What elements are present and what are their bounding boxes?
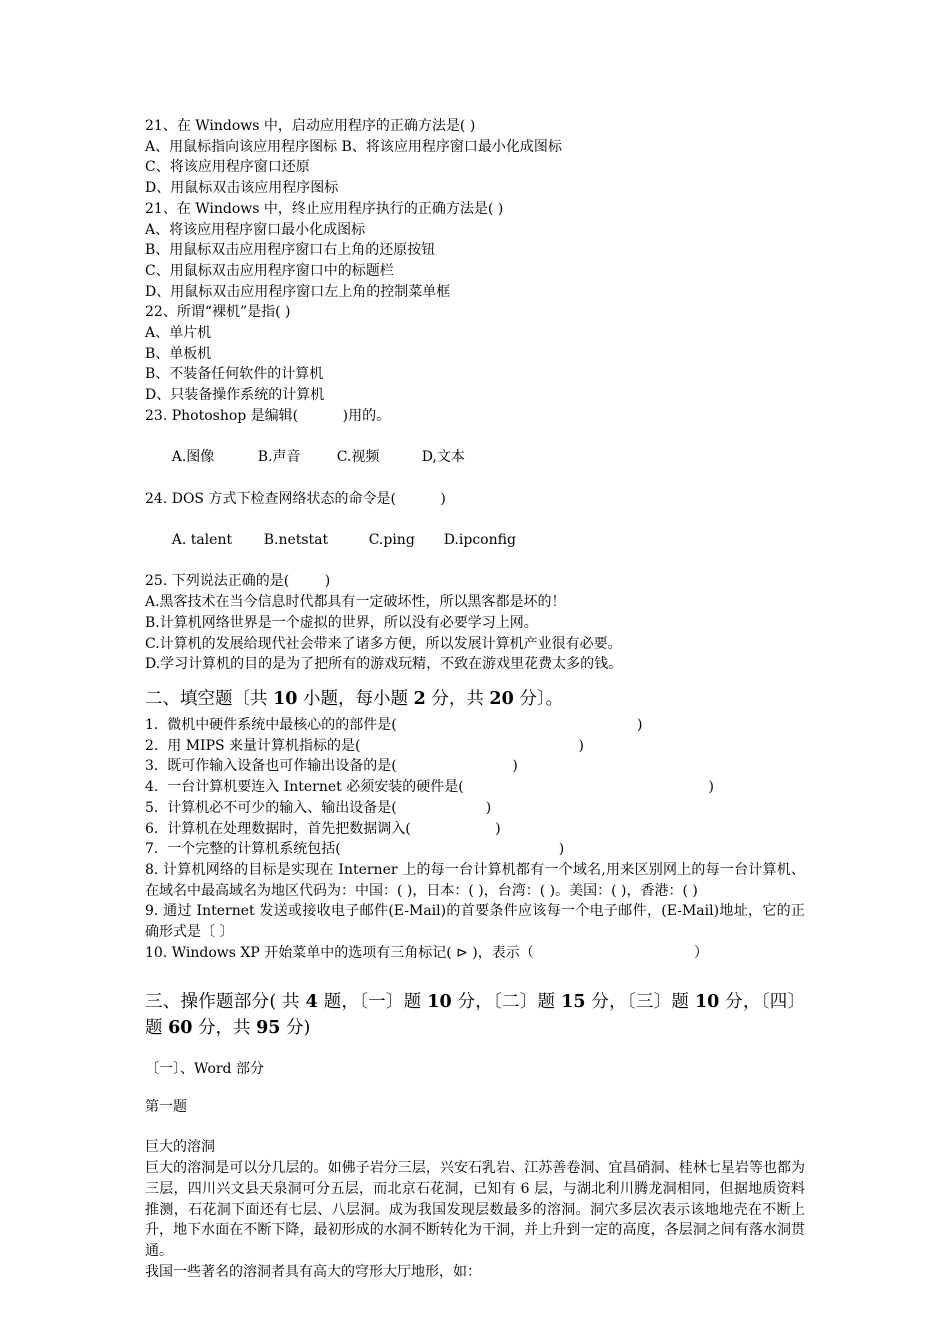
q24-options <box>145 509 805 571</box>
section-heading-operation: 三、操作题部分( 共 4 题，〔一〕题 10 分，〔二〕题 15 分，〔三〕题 10 分，〔四〕题 60 分，共 95 分) <box>145 992 805 1039</box>
fill-question: 1. 微机中硬件系统中最核心的的部件是( ) <box>145 716 643 733</box>
option-c: C.ping <box>368 532 415 549</box>
option-b: B.声音 <box>257 449 301 466</box>
article-paragraph: 巨大的溶洞是可以分几层的。如佛子岩分三层，兴安石乳岩、江苏善卷洞、宜昌硝洞、桂林七星岩等也都为三层，四川兴文县天泉洞可分五层，而北京石花洞，已知有 6 层，与湖北利川腾龙洞相同，但据地质资料推测，石花洞下面还有七层、八层洞。成为我国发现层数最多的溶洞。洞穴多层次表示该地地壳在不断上升，地下水面在不断下降，最初形成的水洞不断转化为干洞，并上升到一定的高度，各层洞之间有落水洞贯通。 <box>145 1160 805 1259</box>
fill-question: 5. 计算机必不可少的输入、输出设备是( ) <box>145 799 492 816</box>
fill-question: 4. 一台计算机要连入 Internet 必须安装的硬件是( ) <box>145 779 714 796</box>
option-a: A. talent <box>171 532 233 549</box>
fill-question: 3. 既可作输入设备也可作输出设备的是( ) <box>145 758 518 775</box>
option-line: A、单片机 <box>145 325 212 342</box>
fill-question: 10. Windows XP 开始菜单中的选项有三角标记( ⊳ )，表示（ ） <box>145 944 708 961</box>
word-part-heading: 〔一〕、Word 部分 <box>145 1061 264 1078</box>
option-line: C、将该应用程序窗口还原 <box>145 159 310 176</box>
article-paragraph: 我国一些著名的溶洞者具有高大的穹形大厅地形，如： <box>145 1263 481 1280</box>
fill-question: 7. 一个完整的计算机系统包括( ) <box>145 841 565 858</box>
question-line: 23. Photoshop 是编辑( )用的。 <box>145 407 391 424</box>
question-line: 25. 下列说法正确的是( ) <box>145 573 331 590</box>
option-a: A.图像 <box>171 449 215 466</box>
option-line: A、用鼠标指向该应用程序图标 B、将该应用程序窗口最小化成图标 <box>145 138 562 155</box>
question-line: 24. DOS 方式下检查网络状态的命令是( ) <box>145 490 446 507</box>
option-line: B.计算机网络世界是一个虚拟的世界，所以没有必要学习上网。 <box>145 614 538 631</box>
question-line: 21、在 Windows 中，启动应用程序的正确方法是( ) <box>145 118 476 134</box>
section-heading-fill-in: 二、填空题〔共 10 小题，每小题 2 分，共 20 分〕。 <box>145 688 564 709</box>
option-line: B、不装备任何软件的计算机 <box>145 366 324 383</box>
fill-question: 8. 计算机网络的目标是实现在 Interner 上的每一台计算机都有一个域名,用来区别网上的每一台计算机、在域名中最高域名为地区代码为：中国：( )，日本：( )，台湾：( )。美国：( )，香港：( ) <box>145 861 805 899</box>
option-line: D、用鼠标双击该应用程序图标 <box>145 180 339 197</box>
option-line: C.计算机的发展给现代社会带来了诸多方便，所以发展计算机产业很有必要。 <box>145 635 622 652</box>
fill-question: 2. 用 MIPS 来量计算机指标的是( ) <box>145 737 585 754</box>
fill-question: 6. 计算机在处理数据时，首先把数据调入( ) <box>145 820 501 837</box>
question-line: 21、在 Windows 中，终止应用程序执行的正确方法是( ) <box>145 200 504 217</box>
option-c: C.视频 <box>336 449 380 466</box>
option-line: C、用鼠标双击应用程序窗口中的标题栏 <box>145 262 394 279</box>
option-b: B.netstat <box>263 532 329 549</box>
question-line: 22、所谓“裸机”是指( ) <box>145 304 291 321</box>
option-line: A、将该应用程序窗口最小化成图标 <box>145 221 366 238</box>
option-line: D、只装备操作系统的计算机 <box>145 387 325 404</box>
article-title: 巨大的溶洞 <box>145 1139 215 1156</box>
fill-question: 9. 通过 Internet 发送或接收电子邮件(E-Mail)的首要条件应该每一个电子邮件，(E-Mail)地址，它的正确形式是〔 〕 <box>145 903 805 941</box>
option-line: A.黑客技术在当今信息时代都具有一定破坏性，所以黑客都是坏的！ <box>145 594 566 611</box>
q23-options <box>145 427 805 489</box>
option-line: D、用鼠标双击应用程序窗口左上角的控制菜单框 <box>145 283 451 300</box>
first-question-heading: 第一题 <box>145 1099 187 1116</box>
fill-in-block <box>145 715 805 963</box>
option-line: B、用鼠标双击应用程序窗口右上角的还原按钮 <box>145 242 436 259</box>
option-d: D,文本 <box>421 449 465 466</box>
option-line: B、单板机 <box>145 345 212 362</box>
option-line: D.学习计算机的目的是为了把所有的游戏玩精，不致在游戏里花费太多的钱。 <box>145 656 623 673</box>
option-d: D.ipconfig <box>443 532 516 549</box>
document-page <box>145 116 805 1282</box>
mcq-block <box>145 116 805 675</box>
